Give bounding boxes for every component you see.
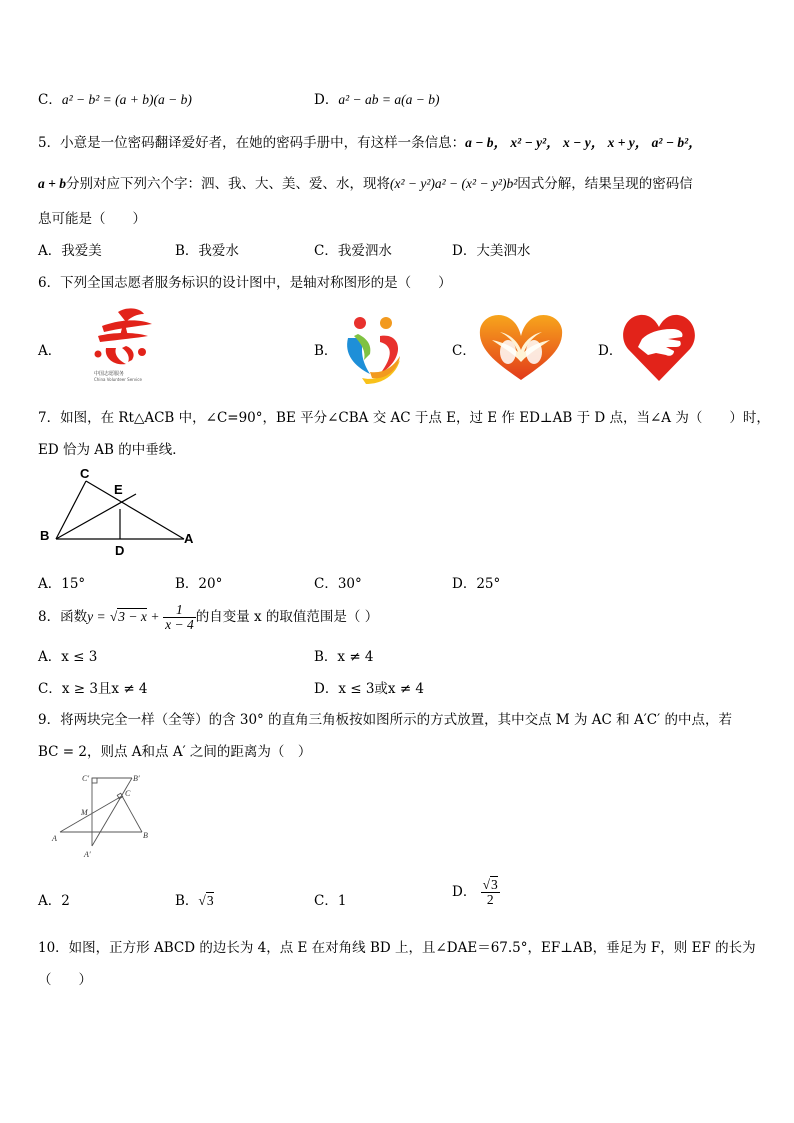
q6-label-a: A． — [38, 343, 62, 359]
q4-option-c — [38, 88, 192, 108]
twin-hands-heart-logo-icon — [478, 312, 564, 384]
q9-label-c: C — [125, 789, 131, 798]
q9-option-d-num: 3 — [491, 877, 498, 892]
q7-option-c: C．30° — [314, 576, 362, 592]
q7-option-b: B．20° — [175, 576, 223, 592]
q6-stem: 6．下列全国志愿者服务标识的设计图中，是轴对称图形的是（ ） — [38, 275, 452, 291]
q6-label-c: C． — [452, 343, 476, 359]
q7-triangle-diagram — [36, 464, 206, 560]
q7-label-b: B — [40, 528, 50, 543]
q6-logo-b — [340, 314, 408, 390]
q8-tail: 的自变量 x 的取值范围是（ ） — [195, 609, 379, 625]
q4-option-d-label: D． — [314, 92, 339, 108]
q4-option-c-expr: a² − b² = (a + b)(a − b) — [61, 92, 192, 107]
q9-option-b-label: B． — [175, 893, 199, 909]
q6-label-d: D． — [598, 343, 623, 359]
q9-label-bp: B′ — [133, 774, 140, 783]
logo-a-caption-en: China Volunteer Service — [94, 377, 142, 382]
q8-y-eq: y = — [87, 609, 106, 624]
q9-option-b: B．√3 — [175, 893, 214, 909]
q6-logo-d — [622, 311, 696, 387]
q8-option-c: C．x ≥ 3且x ≠ 4 — [38, 681, 148, 697]
q9-option-d-den: 2 — [486, 892, 494, 908]
q5-option-d: D．大美泗水 — [452, 243, 531, 259]
q9-line2: BC = 2，则点 A和点 A′ 之间的距离为（ ） — [38, 744, 312, 760]
q6-label-b: B． — [314, 343, 338, 359]
q9-option-d-label: D． — [452, 883, 477, 900]
q7-label-d: D — [115, 543, 125, 558]
q9-figure — [50, 768, 160, 868]
q7-label-a: A — [184, 531, 194, 546]
q5-expression: (x² − y²)a² − (x² − y²)b² — [389, 176, 518, 191]
heart-people-logo-icon — [340, 314, 408, 386]
q9-label-m: M — [81, 808, 88, 817]
q8-option-a: A．x ≤ 3 — [38, 649, 98, 665]
q7-option-a: A．15° — [38, 576, 86, 592]
q9-label-ap: A′ — [84, 850, 91, 859]
q9-two-triangles-diagram — [50, 768, 160, 864]
q5-stem-text: 5．小意是一位密码翻译爱好者，在她的密码手册中，有这样一条信息： — [38, 135, 466, 151]
q4-option-d — [314, 88, 439, 108]
logo-a-caption-cn: 中国志愿服务 — [94, 371, 125, 377]
q7-label-e: E — [114, 482, 123, 497]
q5-code-list: a − b， x² − y²， x − y， x + y， a² − b²， — [465, 135, 702, 150]
q8-sqrt-body: 3 − x — [118, 609, 147, 624]
q7-label-c: C — [80, 466, 90, 481]
q7-line1: 7．如图，在 Rt△ACB 中，∠C=90°，BE 平分∠CBA 交 AC 于点 E，过 E 作 ED⊥AB 于 D 点，当∠A 为（ ）时， — [38, 410, 770, 426]
q9-option-b-sqrt: 3 — [206, 893, 214, 908]
q8-plus: + — [151, 609, 159, 624]
q10-line1: 10．如图，正方形 ABCD 的边长为 4，点 E 在对角线 BD 上，且∠DAE＝67.5°，EF⊥AB，垂足为 F，则 EF 的长为 — [38, 940, 756, 956]
q7-figure — [36, 464, 206, 564]
q5-line2 — [38, 172, 693, 192]
q9-label-a: A — [52, 834, 57, 843]
q5-code-ab: a + b — [38, 176, 66, 191]
q5-option-a: A．我爱美 — [38, 243, 102, 259]
q8-frac-num: 1 — [163, 603, 196, 618]
q8-fraction — [163, 603, 196, 632]
q7-option-d: D．25° — [452, 576, 501, 592]
q8-number: 8．函数 — [38, 609, 88, 625]
q4-option-c-label: C． — [38, 92, 62, 108]
volunteer-heart-logo-icon — [88, 306, 160, 368]
q8-option-d: D．x ≤ 3或x ≠ 4 — [314, 681, 425, 697]
q9-label-b: B — [143, 831, 148, 840]
q5-option-b: B．我爱水 — [175, 243, 239, 259]
q9-label-cp: C′ — [82, 774, 90, 783]
q7-line2: ED 恰为 AB 的中垂线． — [38, 442, 186, 458]
q8-stem: 8．函数y = √3 − x + $\frac{1}{x - 4}$ 的自变量 x 的取值范围是（ ） — [38, 601, 379, 632]
q9-option-a: A．2 — [38, 893, 70, 909]
q4-option-d-expr: a² − ab = a(a − b) — [338, 92, 440, 107]
q8-option-b: B．x ≠ 4 — [314, 649, 374, 665]
q5-tail-text: 因式分解，结果呈现的密码信 — [517, 176, 693, 192]
q9-option-d-fraction: $\frac{√3}{2}$ — [482, 877, 498, 908]
q5-mapping-text: 分别对应下列六个字：泗、我、大、美、爱、水，现将 — [65, 176, 390, 192]
q9-option-d — [452, 878, 500, 907]
hand-heart-logo-icon — [622, 311, 696, 383]
q10-line2: （ ） — [38, 972, 92, 988]
q8-frac-den: x − 4 — [165, 617, 194, 632]
q5-line3: 息可能是（ ） — [38, 211, 146, 227]
q6-logo-a — [88, 306, 160, 384]
q5-option-c: C．我爱泗水 — [314, 243, 392, 259]
q9-option-c: C．1 — [314, 893, 347, 909]
q6-logo-c — [478, 312, 564, 388]
q9-line1: 9．将两块完全一样（全等）的含 30° 的直角三角板按如图所示的方式放置，其中交点 M 为 AC 和 A′C′ 的中点，若 — [38, 712, 732, 728]
q5-line1 — [38, 131, 702, 151]
